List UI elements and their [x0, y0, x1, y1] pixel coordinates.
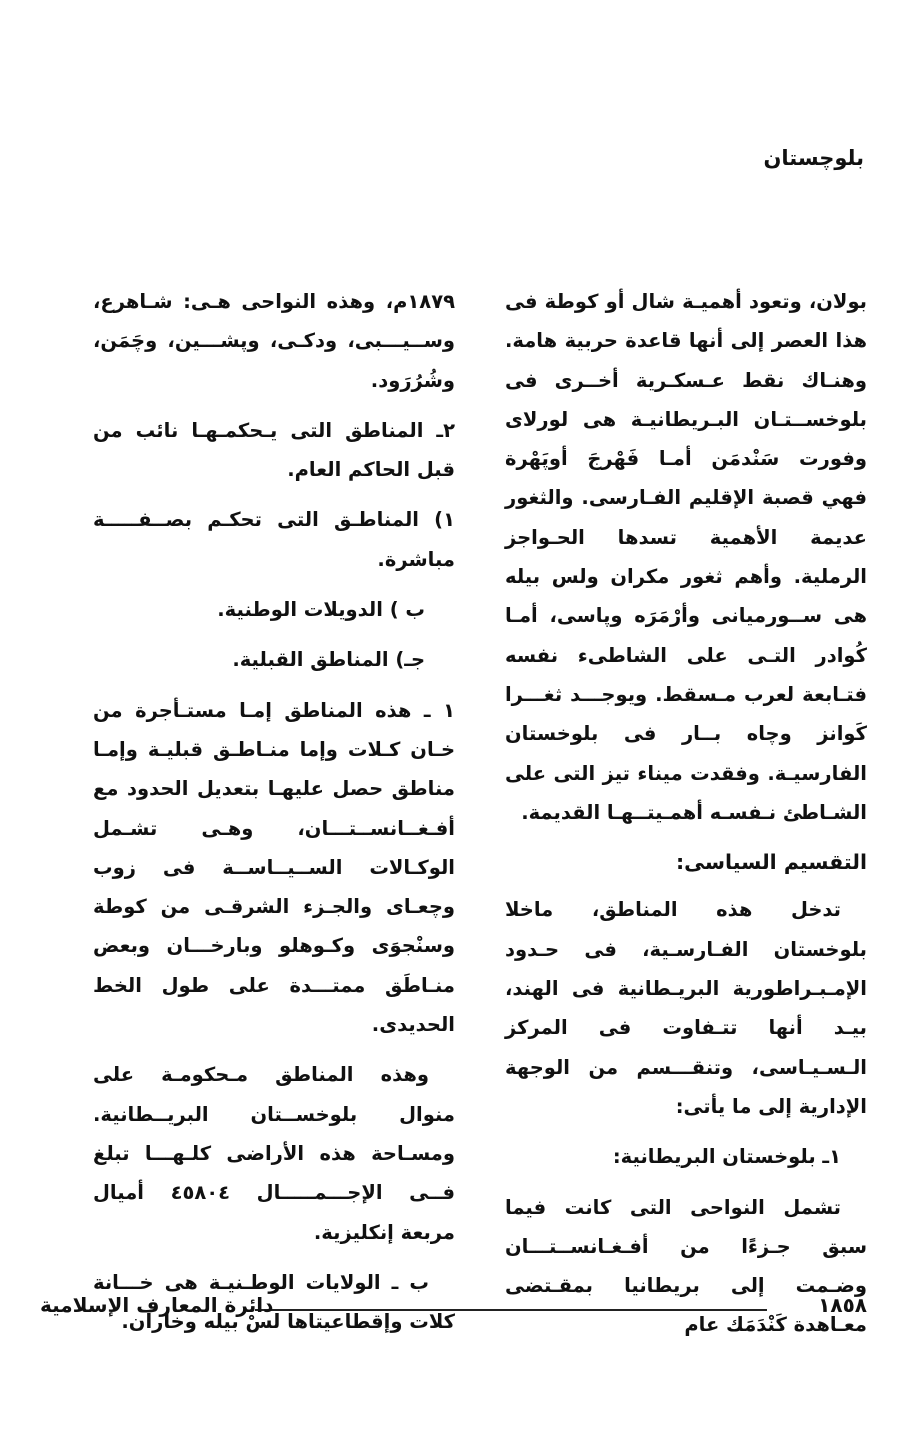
- paragraph: ب ـ الولايات الوطـنيـة هى خـــانة كلات وإقطاعيتاها لسْ بيله وخاران.: [93, 1270, 455, 1334]
- publication-title: دائرة المعارف الإسلامية: [40, 1293, 274, 1317]
- list-item: ب ) الدويلات الوطنية.: [217, 598, 425, 622]
- paragraph: ١ ـ هذه المناطق إمـا مستـأجرة من خـان كـلات وإما منـاطـق قبليـة وإمـا مناطق حصل عليهـا بتعديل الحدود مع أفـغــانســتـــان، وهـى تشـمل الوكـالات الســيــاســة فى زوب وچعـاى والجـزء الشرقـى من كوطة وسنْجوَى وكـوهلو وبارخـــان وبعض منـاطَق ممتـــدة على طول الخط الحديدى.: [93, 698, 455, 1037]
- paragraph: وهذه المناطق مـحكومـة على منوال بلوخســتان البريــطانية. ومسـاحة هذه الأراضى كلـهـــا تبلغ فــى الإجـــمـــــال ٤٥٨٠٤ أميال مربعة إنكليزية.: [93, 1063, 455, 1244]
- section-heading: التقسيم السياسى:: [675, 850, 867, 875]
- paragraph: تدخل هذه المناطق، ماخلا بلوخستان الفـارسـية، فى حـدود الإمـبـراطورية البريـطانية فى الهند، بيـد أنها تتـفاوت فى المركز الـسـيـاسى، وتنقـــسم من الوجهة الإدارية إلى ما يأتى:: [505, 898, 867, 1118]
- paragraph: ٢ـ المناطق التى يـحكمـهـا نائب من قبل الحاكم العام.: [93, 418, 455, 482]
- page-number: ١٨٥٨: [818, 1293, 867, 1317]
- paragraph: ١٨٧٩م، وهذه النواحى هـى: شـاهرع، وســيـــبى، ودكـى، وپشـــين، وچَمَن، وشُرُرَود.: [93, 290, 455, 392]
- page-footer: [40, 1293, 867, 1323]
- right-column: [505, 282, 867, 1356]
- paragraph: ١) المناطـق التى تحكـم بصــفـــــة مباشرة.: [93, 508, 455, 571]
- footer-rule: [255, 1309, 767, 1311]
- running-header: بلوچستان: [763, 146, 864, 170]
- paragraph: بولان، وتعود أهميـة شال أو كوطة فى هذا العصر إلى أنها قاعدة حربية هامة. وهنـاك نقط عـسكـرية أخــرى فى بلوخســتـان البـريطانيـة هى لورلاى وفورت سَنْدمَن أمـا فَهْرجَ أوپَهْرة فهي قصبة الإقليم الفـارسى. والثغور عديمة الأهمية تسدها الحـواجز الرملية. وأهم ثغور مكران ولس بيله هى ســورميانى وأرْمَرَه وپاسى، أمـا كُوادر التـى على الشاطىء نفسه فتـابعة لعرب مـسقط. ويوجـــد ثغـــرا كَوانز وچاه بــار فى بلوخستان الفارسيـة. وفقدت ميناء تيز التى على الشـاطئ نـفسـه أهمـيتــهـا القديمة.: [505, 290, 867, 824]
- paragraph: تشمل النواحى التى كانت فيما سبق جـزءًا من أفـغـانســتـــان وضـمت إلى بريطانيا بمقـتضى معـاهدة كَنْدَمَك عام: [505, 1195, 867, 1337]
- left-column: [93, 282, 455, 1352]
- subsection-heading: ١ـ بلوخستان البريطانية:: [612, 1145, 841, 1169]
- list-item: جـ) المناطق القبلية.: [232, 648, 425, 672]
